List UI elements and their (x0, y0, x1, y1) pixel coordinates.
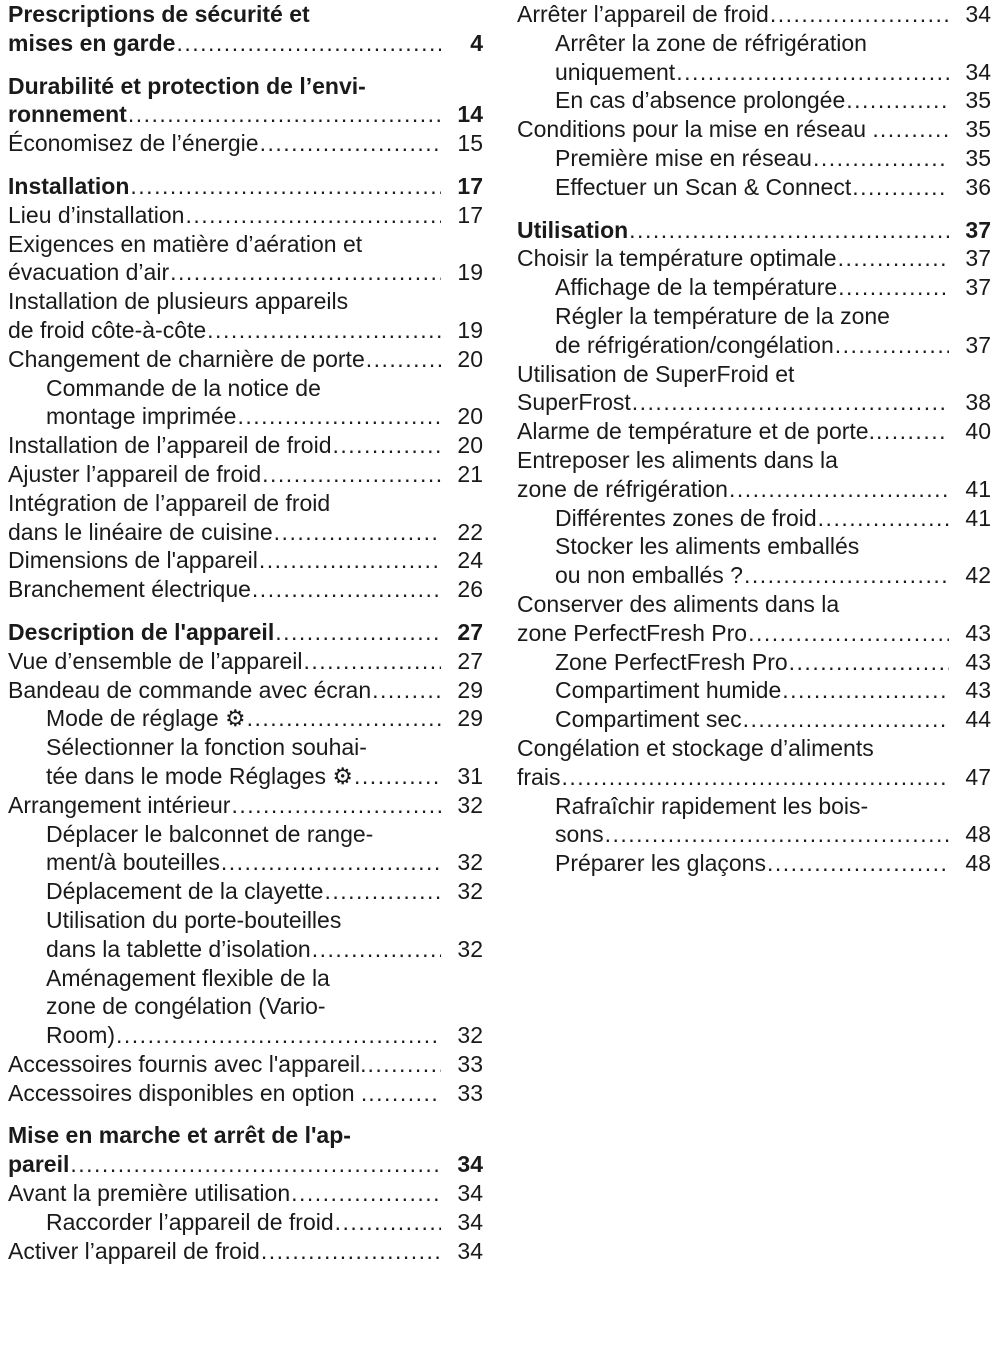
dot-leader (605, 820, 949, 849)
toc-entry-title-line: Avant la première utilisation (8, 1180, 291, 1207)
toc-entry-title-line: Utilisation (517, 216, 629, 243)
dot-leader (835, 331, 949, 360)
page-number: 43 (965, 648, 991, 675)
dot-leader (876, 417, 949, 446)
dot-leader (748, 619, 949, 648)
toc-entry-title-line: Prescriptions de sécurité et (8, 1, 310, 27)
toc-entry-entreposer-les-aliments-dans-la-zone-de-refriger[interactable] (517, 446, 991, 504)
toc-entry-arreter-la-zone-de-refrigeration-uniquement[interactable] (517, 29, 991, 87)
toc-entry-rafraichir-rapidement-les-bois-sons[interactable] (517, 792, 991, 850)
dot-leader (366, 345, 441, 374)
dot-leader (368, 1079, 441, 1108)
page-number: 4 (470, 29, 483, 56)
page-number: 17 (457, 201, 483, 228)
page-number: 47 (965, 763, 991, 790)
page-number: 42 (965, 562, 991, 589)
toc-entry-accessoires-disponibles-en-option[interactable] (8, 1079, 483, 1108)
page-number: 31 (457, 762, 483, 789)
toc-entry-stocker-les-aliments-emballes-ou-non-emballes[interactable] (517, 532, 991, 590)
page-number: 27 (457, 647, 483, 674)
page-number: 19 (457, 259, 483, 286)
dot-leader (275, 618, 441, 647)
toc-entry-title-line: Conserver des aliments dans la (517, 590, 840, 617)
section-gap (8, 58, 483, 72)
toc-entry-mode-de-reglage[interactable] (8, 704, 483, 733)
toc-entry-title-line: Préparer les glaçons (555, 850, 766, 877)
toc-entry-accessoires-fournis-avec-l-appareil[interactable] (8, 1050, 483, 1079)
page-number: 17 (457, 172, 483, 199)
dot-leader (852, 173, 949, 202)
toc-entry-title-line: Stocker les aliments emballés (555, 533, 860, 560)
dot-leader (846, 86, 949, 115)
page-number: 29 (457, 676, 483, 703)
dot-leader (880, 115, 949, 144)
dot-leader (116, 1021, 441, 1050)
toc-entry-compartiment-sec[interactable] (517, 705, 991, 734)
dot-leader (260, 129, 441, 158)
page-number: 40 (965, 418, 991, 445)
dot-leader (729, 475, 949, 504)
toc-entry-title-line: tée dans le mode Réglages ⚙ (46, 762, 354, 789)
toc-entry-title-line: Room) (46, 1022, 116, 1049)
toc-entry-effectuer-un-scan-connect[interactable] (517, 173, 991, 202)
dot-leader (629, 216, 949, 245)
dot-leader (185, 201, 441, 230)
page-number: 44 (965, 706, 991, 733)
dot-leader (262, 460, 441, 489)
toc-entry-title-line: pareil (8, 1151, 70, 1178)
toc-entry-vue-d-ensemble-de-l-appareil[interactable] (8, 647, 483, 676)
page-number: 37 (965, 331, 991, 358)
page-number: 34 (457, 1208, 483, 1235)
toc-entry-conserver-des-aliments-dans-la-zone-perfectfresh[interactable] (517, 590, 991, 648)
toc-entry-title-line: Compartiment sec (555, 706, 742, 733)
dot-leader (176, 29, 441, 58)
page-number: 32 (457, 849, 483, 876)
dot-leader (770, 0, 949, 29)
toc-entry-title-line: Arrangement intérieur (8, 791, 231, 818)
dot-leader (207, 316, 441, 345)
dot-leader (221, 848, 441, 877)
page-number: 34 (457, 1237, 483, 1264)
toc-entry-title-line: Affichage de la température (555, 274, 838, 301)
page-number: 33 (457, 1079, 483, 1106)
toc-entry-title-line: Effectuer un Scan & Connect (555, 173, 852, 200)
page-number: 36 (965, 173, 991, 200)
toc-entry-title-line: Choisir la température optimale (517, 245, 837, 272)
page-number: 21 (457, 460, 483, 487)
toc-entry-title-line: Alarme de température et de porte. (517, 418, 875, 445)
toc-entry-mise-en-marche-et-arret-de-l-ap-pareil[interactable] (8, 1121, 483, 1179)
toc-entry-conditions-pour-la-mise-en-reseau[interactable] (517, 115, 991, 144)
toc-entry-title-line: Exigences en matière d’aération et (8, 230, 363, 257)
toc-entry-title-line: Changement de charnière de porte (8, 345, 365, 372)
toc-entry-commande-de-la-notice-de-montage-imprimee[interactable] (8, 374, 483, 432)
toc-entry-title-line: dans le linéaire de cuisine (8, 518, 273, 545)
toc-entry-title-line: Activer l’appareil de froid (8, 1237, 260, 1264)
dot-leader (231, 791, 441, 820)
page-number: 35 (965, 116, 991, 143)
toc-entry-title-line: Déplacement de la clayette (46, 878, 324, 905)
dot-leader (291, 1179, 441, 1208)
toc-entry-title-line: Raccorder l’appareil de froid (46, 1208, 334, 1235)
dot-leader (789, 648, 949, 677)
toc-entry-regler-la-temperature-de-la-zone-de-refrigeratio[interactable] (517, 302, 991, 360)
page-number: 35 (965, 144, 991, 171)
toc-entry-title-line: sons (555, 821, 604, 848)
toc-entry-deplacement-de-la-clayette[interactable] (8, 877, 483, 906)
page-number: 15 (457, 130, 483, 157)
toc-entry-preparer-les-glacons[interactable] (517, 849, 991, 878)
toc-entry-bandeau-de-commande-avec-ecran[interactable] (8, 676, 483, 705)
toc-entry-title-line: montage imprimée (46, 403, 237, 430)
toc-entry-title-line: Aménagement flexible de la (46, 964, 330, 991)
toc-entry-title-line: Rafraîchir rapidement les bois- (555, 792, 869, 819)
dot-leader (767, 849, 949, 878)
toc-entry-differentes-zones-de-froid[interactable] (517, 504, 991, 533)
toc-entry-title-line: Zone PerfectFresh Pro (555, 648, 788, 675)
page-number: 32 (457, 935, 483, 962)
page-number: 20 (457, 432, 483, 459)
page-number: 37 (965, 245, 991, 272)
page-number: 38 (965, 389, 991, 416)
toc-entry-title-line: ment/à bouteilles (46, 849, 220, 876)
page-number: 27 (457, 618, 483, 645)
dot-leader (237, 402, 441, 431)
toc-entry-title-line: Lieu d’installation (8, 201, 185, 228)
toc-entry-title-line: Description de l'appareil (8, 618, 275, 645)
toc-entry-premiere-mise-en-reseau[interactable] (517, 144, 991, 173)
page-number: 43 (965, 619, 991, 646)
toc-entry-title-line: Commande de la notice de (46, 374, 321, 401)
dot-leader (247, 704, 441, 733)
page-number: 34 (965, 1, 991, 27)
toc-entry-affichage-de-la-temperature[interactable] (517, 273, 991, 302)
toc-entry-title-line: de froid côte-à-côte (8, 316, 207, 343)
toc-entry-title-line: En cas d’absence prolongée (555, 87, 846, 114)
toc-entry-title-line: Entreposer les aliments dans la (517, 446, 838, 473)
toc-entry-title-line: Bandeau de commande avec écran (8, 676, 372, 703)
page-number: 34 (457, 1180, 483, 1207)
page-number: 14 (457, 101, 483, 128)
dot-leader (274, 518, 441, 547)
dot-leader (676, 58, 949, 87)
toc-entry-arrangement-interieur[interactable] (8, 791, 483, 820)
page-number: 32 (457, 878, 483, 905)
page-number: 33 (457, 1050, 483, 1077)
toc-entry-title-line: Utilisation de SuperFroid et (517, 360, 795, 387)
page-number: 20 (457, 403, 483, 430)
toc-entry-congelation-et-stockage-d-aliments-frais[interactable] (517, 734, 991, 792)
toc-entry-zone-perfectfresh-pro[interactable] (517, 648, 991, 677)
dot-leader (130, 172, 441, 201)
toc-entry-branchement-electrique[interactable] (8, 575, 483, 604)
toc-entry-title-line: Mode de réglage ⚙ (46, 705, 246, 732)
page-number: 20 (457, 345, 483, 372)
dot-leader (324, 877, 441, 906)
dot-leader (838, 244, 949, 273)
toc-entry-alarme-de-temperature-et-de-porte[interactable] (517, 417, 991, 446)
toc-entry-title-line: mises en garde (8, 29, 176, 56)
dot-leader (743, 705, 949, 734)
dot-leader (632, 388, 949, 417)
section-gap (8, 158, 483, 172)
dot-leader (261, 1237, 441, 1266)
page-number: 43 (965, 677, 991, 704)
dot-leader (354, 762, 441, 791)
page-number: 22 (457, 518, 483, 545)
toc-entry-avant-la-premiere-utilisation[interactable] (8, 1179, 483, 1208)
dot-leader (70, 1150, 441, 1179)
page-number: 35 (965, 87, 991, 114)
toc-entry-title-line: Économisez de l’énergie (8, 130, 259, 157)
toc-entry-selectionner-la-fonction-souhai-tee-dans-le-mode[interactable] (8, 733, 483, 791)
dot-leader (372, 676, 441, 705)
toc-entry-installation[interactable] (8, 172, 483, 201)
toc-entry-prescriptions-de-securite-et-mises-en-garde[interactable] (8, 0, 483, 58)
toc-entry-title-line: Branchement électrique (8, 576, 251, 603)
page-number: 32 (457, 1022, 483, 1049)
dot-leader (838, 273, 949, 302)
page-number: 34 (457, 1151, 483, 1178)
toc-entry-title-line: Ajuster l’appareil de froid (8, 460, 262, 487)
toc-entry-installation-de-plusieurs-appareils-de-froid-cot[interactable] (8, 287, 483, 345)
section-gap (8, 604, 483, 618)
toc-entry-economisez-de-l-energie[interactable] (8, 129, 483, 158)
dot-leader (170, 258, 441, 287)
toc-entry-title-line: uniquement (555, 58, 676, 85)
page-number: 41 (965, 504, 991, 531)
dot-leader (818, 504, 949, 533)
toc-entry-installation-de-l-appareil-de-froid[interactable] (8, 431, 483, 460)
dot-leader (335, 1208, 441, 1237)
toc-entry-title-line: Installation (8, 172, 130, 199)
toc-entry-title-line: Mise en marche et arrêt de l'ap- (8, 1122, 351, 1149)
dot-leader (304, 647, 441, 676)
toc-entry-title-line: Utilisation du porte-bouteilles (46, 906, 342, 933)
dot-leader (782, 676, 949, 705)
toc-entry-changement-de-charniere-de-porte[interactable] (8, 345, 483, 374)
toc-column-left (8, 0, 483, 1265)
page-number: 48 (965, 850, 991, 877)
toc-entry-title-line: Durabilité et protection de l’envi- (8, 72, 366, 99)
page-number: 19 (457, 316, 483, 343)
dot-leader (259, 546, 441, 575)
dot-leader (368, 1050, 442, 1079)
page-number: 32 (457, 791, 483, 818)
toc-entry-amenagement-flexible-de-la-zone-de-congelation-v[interactable] (8, 964, 483, 1050)
page-number: 37 (965, 274, 991, 301)
page-number: 24 (457, 547, 483, 574)
toc-entry-utilisation[interactable] (517, 216, 991, 245)
toc-entry-compartiment-humide[interactable] (517, 676, 991, 705)
dot-leader (561, 763, 949, 792)
toc-entry-title-line: Différentes zones de froid (555, 504, 817, 531)
toc-entry-title-line: Compartiment humide (555, 677, 782, 704)
toc-column-right (517, 0, 991, 878)
dot-leader (252, 575, 441, 604)
toc-entry-title-line: évacuation d’air (8, 259, 170, 286)
toc-entry-title-line: Arrêter la zone de réfrigération (555, 29, 867, 56)
toc-entry-utilisation-du-porte-bouteilles-dans-la-tablette[interactable] (8, 906, 483, 964)
toc-entry-title-line: Vue d’ensemble de l’appareil (8, 647, 303, 674)
toc-entry-title-line: zone PerfectFresh Pro (517, 619, 748, 646)
toc-entry-title-line: ronnement (8, 101, 127, 128)
toc-entry-description-de-l-appareil[interactable] (8, 618, 483, 647)
page-number: 34 (965, 58, 991, 85)
toc-entry-title-line: Installation de plusieurs appareils (8, 288, 349, 315)
toc-entry-title-line: zone de réfrigération (517, 475, 728, 502)
toc-entry-title-line: ou non emballés ? (555, 562, 743, 589)
toc-entry-utilisation-de-superfroid-et-superfrost[interactable] (517, 360, 991, 418)
toc-entry-dimensions-de-l-appareil[interactable] (8, 546, 483, 575)
dot-leader (744, 561, 949, 590)
page-number: 41 (965, 475, 991, 502)
toc-entry-deplacer-le-balconnet-de-range-ment-a-bouteilles[interactable] (8, 820, 483, 878)
toc-entry-durabilite-et-protection-de-l-envi-ronnement[interactable] (8, 72, 483, 130)
page-number: 29 (457, 705, 483, 732)
toc-entry-title-line: Intégration de l’appareil de froid (8, 489, 331, 516)
toc-entry-title-line: Installation de l’appareil de froid (8, 432, 332, 459)
dot-leader (332, 431, 441, 460)
toc-entry-title-line: SuperFrost (517, 389, 631, 416)
toc-entry-raccorder-l-appareil-de-froid[interactable] (8, 1208, 483, 1237)
toc-entry-ajuster-l-appareil-de-froid[interactable] (8, 460, 483, 489)
section-gap (8, 1107, 483, 1121)
section-gap (517, 202, 991, 216)
toc-entry-title-line: zone de congélation (Vario- (46, 993, 326, 1020)
toc-entry-title-line: de réfrigération/congélation (555, 331, 834, 358)
toc-entry-lieu-d-installation[interactable] (8, 201, 483, 230)
dot-leader (312, 935, 441, 964)
page-number: 48 (965, 821, 991, 848)
dot-leader (128, 100, 441, 129)
toc-entry-title-line: Première mise en réseau (555, 144, 812, 171)
toc-entry-title-line: Sélectionner la fonction souhai- (46, 734, 367, 761)
toc-entry-title-line: frais (517, 763, 561, 790)
toc-entry-title-line: Arrêter l’appareil de froid (517, 1, 769, 27)
toc-entry-exigences-en-matiere-d-aeration-et-evacuation-d-[interactable] (8, 230, 483, 288)
toc-entry-title-line: Dimensions de l'appareil (8, 547, 258, 574)
toc-entry-arreter-l-appareil-de-froid[interactable] (517, 0, 991, 29)
toc-entry-title-line: Congélation et stockage d’aliments (517, 734, 874, 761)
toc-entry-activer-l-appareil-de-froid[interactable] (8, 1237, 483, 1266)
page-number: 26 (457, 576, 483, 603)
toc-entry-choisir-la-temperature-optimale[interactable] (517, 244, 991, 273)
toc-entry-title-line: Régler la température de la zone (555, 302, 890, 329)
toc-entry-title-line: dans la tablette d’isolation (46, 935, 311, 962)
toc-entry-integration-de-l-appareil-de-froid-dans-le-linea[interactable] (8, 489, 483, 547)
toc-entry-title-line: Accessoires fournis avec l'appareil. (8, 1050, 367, 1077)
toc-entry-title-line: Conditions pour la mise en réseau . (517, 116, 879, 143)
toc-entry-title-line: Déplacer le balconnet de range- (46, 820, 374, 847)
toc-entry-en-cas-d-absence-prolongee[interactable] (517, 86, 991, 115)
page-number: 37 (965, 216, 991, 243)
toc-entry-title-line: Accessoires disponibles en option . (8, 1079, 368, 1106)
dot-leader (813, 144, 949, 173)
